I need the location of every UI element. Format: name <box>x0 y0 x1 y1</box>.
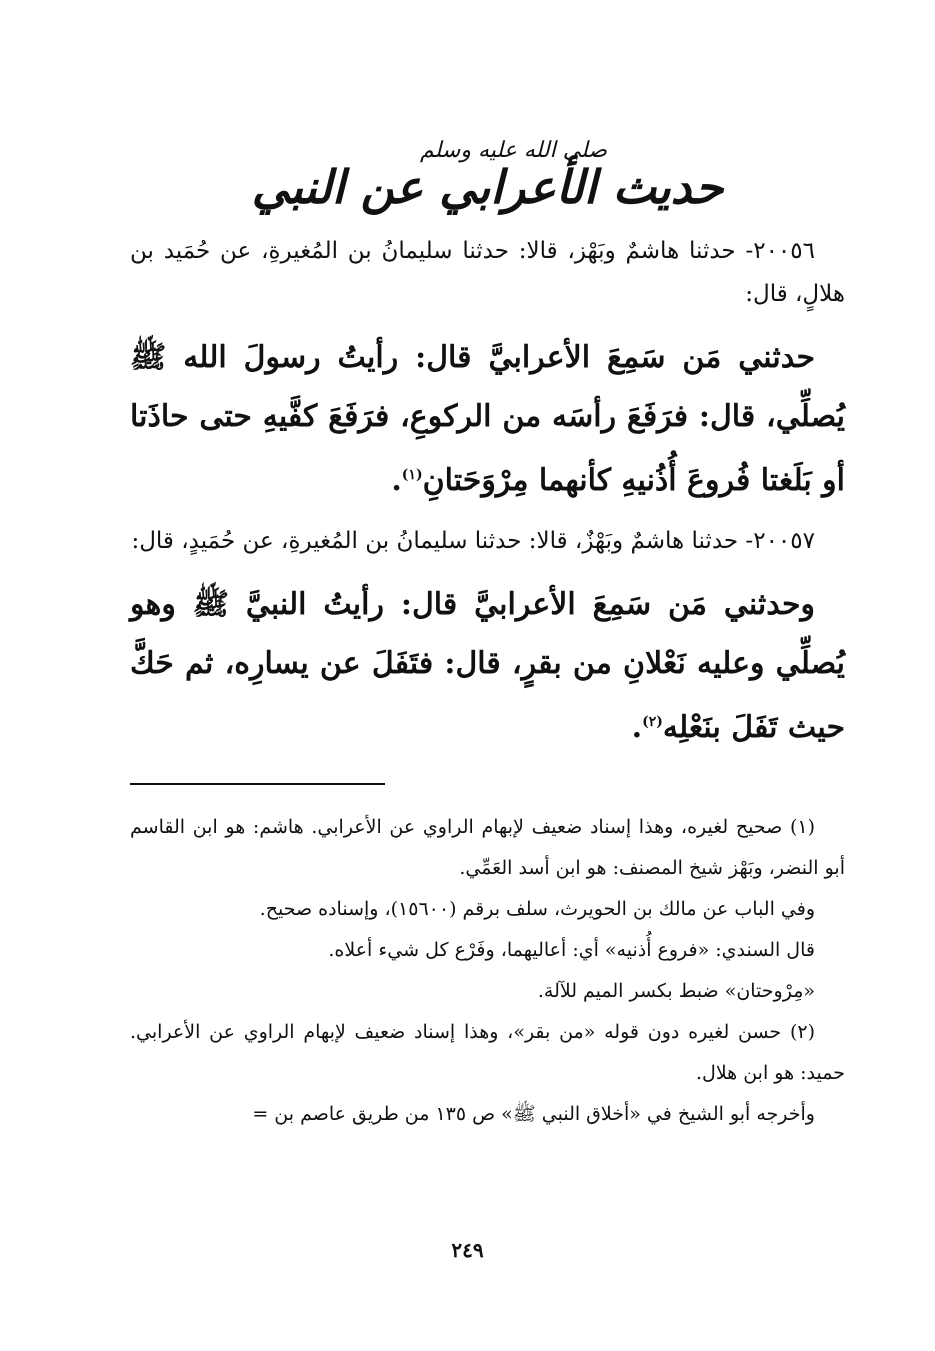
hadith-chain: ٢٠٠٥٧- حدثنا هاشمٌ وبَهْزٌ، قالا: حدثنا سليمانُ بن المُغيرةِ، عن حُمَيدٍ، قال: <box>131 528 815 554</box>
footnote: (١) صحيح لغيره، وهذا إسناد ضعيف لإبهام الراوي عن الأعرابي. هاشم: هو ابن القاسم أبو النضر، وبَهْز شيخ المصنف: هو ابن أسد العَمِّي. <box>130 816 845 879</box>
footnote-ref: (٢) <box>642 714 663 730</box>
chapter-title: حديث الأعرابي عن النبي <box>251 160 724 214</box>
footnote: وفي الباب عن مالك بن الحويرث، سلف برقم (١٥٦٠٠)، وإسناده صحيح. <box>259 898 815 920</box>
page-number: ٢٤٩ <box>451 1238 484 1262</box>
hadith-chain: ٢٠٠٥٦- حدثنا هاشمٌ وبَهْز، قالا: حدثنا سليمانُ بن المُغيرةِ، عن حُمَيد بن هلالٍ، قال: <box>130 238 845 307</box>
footnote: قال السندي: «فروع أُذنيه» أي: أعاليهما، وفَرْع كل شيء أعلاه. <box>328 939 815 961</box>
footnote-ref: (١) <box>401 467 423 483</box>
chapter-heading <box>130 120 845 230</box>
footnote: (٢) حسن لغيره دون قوله «من بقر»، وهذا إسناد ضعيف لإبهام الراوي عن الأعرابي. حميد: هو ابن هلال. <box>130 1021 845 1084</box>
hadith-text: وحدثني مَن سَمِعَ الأعرابيَّ قال: رأيتُ النبيَّ ﷺ وهو يُصلِّي وعليه نَعْلانِ من بقرٍ، قال: فتَفَلَ عن يسارِه، ثم حَكَّ حيث تَفَلَ بنَعْلِه$^{(٢)}$. <box>130 587 845 745</box>
footnote: وأخرجه أبو الشيخ في «أخلاق النبي ﷺ» ص ١٣٥ من طريق عاصم بن = <box>252 1103 815 1125</box>
hadith-text: حدثني مَن سَمِعَ الأعرابيَّ قال: رأيتُ رسولَ الله ﷺ يُصلِّي، قال: فرَفَعَ رأسَه من الركوعِ، فرَفَعَ كفَّيهِ حتى حاذَتا أو بَلَغتا فُروعَ أُذُنيهِ كأنهما مِرْوَحَتانِ$^{(١)}$. <box>130 340 845 498</box>
page-content <box>130 120 845 1135</box>
honorific: صلى الله عليه وسلم <box>420 138 607 163</box>
footnote-divider <box>130 783 385 785</box>
footnote: «مِرْوحتان» ضبط بكسر الميم للآلة. <box>537 980 815 1002</box>
